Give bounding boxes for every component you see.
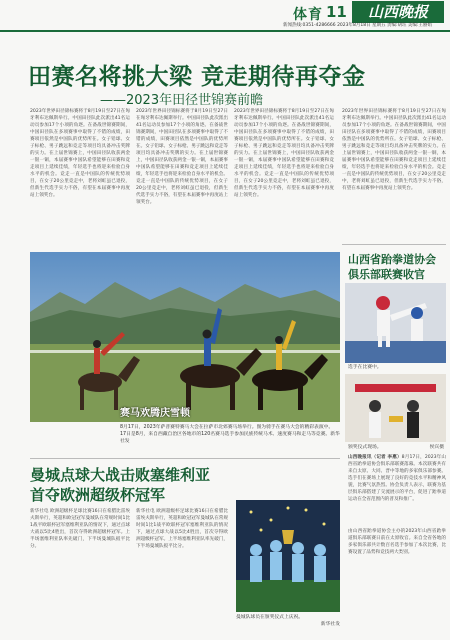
football-rule: [30, 458, 340, 459]
page-number: 11: [326, 3, 347, 21]
sidebar-photo-1-caption: 选手在比赛中。: [348, 365, 382, 370]
sidebar-title-2: 俱乐部联赛收官: [348, 268, 425, 281]
newspaper-masthead: 山西晚报: [352, 1, 444, 23]
main-photo-caption: [120, 424, 340, 456]
sidebar-photo-2-caption-text: 颁奖仪式现场。: [348, 445, 382, 450]
football-photo-credit: 新华社发: [320, 622, 340, 627]
sidebar-body: 由山西省跆拳道协会主办的2023年山西省跆拳道俱乐部联赛日前在太原收官。来自全省各地的多家俱乐部共计数百名选手参加了本次比赛，比赛设置了品势和竞技两大类别。: [348, 529, 446, 555]
taekwondo-photo-1: [345, 283, 446, 363]
sidebar-title-1: 山西省跆拳道协会: [348, 253, 436, 266]
horse-race-image: [30, 252, 340, 422]
football-headline-1: 曼城点球大战击败塞维利亚: [30, 466, 211, 484]
lead-body-col-2: 2023年世界田径锦标赛将于8月19日至27日在匈牙利布达佩斯举行。中国田径队此次派出41名运动员参加17个小项的角逐。在备战世锦赛期间，中国田径队在多项赛事中取得了不错的成绩，田赛项目依然是中国队的优势所在。女子铅球、女子标枪、男子跳远和竞走等项目均具备冲击奖牌的实力。在上届世锦赛上，中国田径队收获两金一银一铜，本届赛事中国队希望能够在田赛和竞走项目上延续佳绩，年轻选手也将迎来检验自身水平的机会。竞走一直是中国队的传统优势项目，在女子20公里竞走中，老将刘虹虽已退役，但新生代选手实力不俗，有望在本届赛事中再度站上领奖台。: [136, 109, 228, 205]
sidebar-rule: [342, 244, 446, 245]
football-headline-2: 首夺欧洲超级杯冠军: [30, 486, 166, 504]
lead-headline: 田赛名将挑大梁 竞走期待再夺金: [28, 64, 366, 90]
photo-label: 赛马欢腾庆雪顿: [120, 408, 190, 419]
football-photo-caption: [236, 614, 340, 634]
football-body-col-2: 新华社电 欧洲超级杯足球比赛16日在希腊比雷埃夫斯举行，英超和欧冠冠军曼城队在常规时间1比1战平欧联杯冠军塞维利亚队的情况下，通过点球大战以5比4胜出，首次夺得欧洲超级杯冠军。上半场塞维利亚队率先破门，下半场曼城队扳平比分。: [136, 509, 228, 549]
sidebar-lower-lead: 山西晚报讯（记者 李惠）: [348, 455, 402, 460]
taekwondo-photo-2: [345, 374, 446, 442]
section-name: 体育: [293, 7, 323, 23]
sidebar-lower-text: 8月17日，2023年山西省跆拳道协会俱乐部联赛落幕。本次联赛共有来自太原、大同、晋中等地的多家俱乐部参赛。选手们在赛场上展现了良好的竞技水平和精神风貌，比赛气氛热烈。协会负责人表示，联赛为基层俱乐部搭建了交流展示的平台，促进了跆拳道运动在全省范围内的普及和推广。: [348, 455, 446, 502]
taekwondo-image-1: [345, 283, 446, 363]
football-body-col-1: 新华社电 欧洲超级杯足球比赛16日在希腊比雷埃夫斯举行，英超和欧冠冠军曼城队在常规时间1比1战平欧联杯冠军塞维利亚队的情况下，通过点球大战以5比4胜出，首次夺得欧洲超级杯冠军。上半场塞维利亚队率先破门，下半场曼城队扳平比分。: [30, 509, 130, 549]
lead-subhead: ——2023年田径世锦赛前瞻: [100, 93, 264, 108]
horse-race-photo: [30, 252, 340, 422]
header-meta: 新闻热线:0351-4286666 2023年8月18日 星期五 责编:胡珏 美编:王丽娟: [283, 23, 432, 28]
football-celebration-image: [236, 500, 340, 612]
sidebar-photo-2-caption: [348, 444, 444, 451]
lead-body-col-1: 2023年世界田径锦标赛将于8月19日至27日在匈牙利布达佩斯举行。中国田径队此次派出41名运动员参加17个小项的角逐。在备战世锦赛期间，中国田径队在多项赛事中取得了不错的成绩，田赛项目依然是中国队的优势所在。女子铅球、女子标枪、男子跳远和竞走等项目均具备冲击奖牌的实力。在上届世锦赛上，中国田径队收获两金一银一铜，本届赛事中国队希望能够在田赛和竞走项目上延续佳绩，年轻选手也将迎来检验自身水平的机会。竞走一直是中国队的传统优势项目，在女子20公里竞走中，老将刘虹虽已退役，但新生代选手实力不俗，有望在本届赛事中再度站上领奖台。: [30, 109, 130, 198]
lead-body-col-3: 2023年世界田径锦标赛将于8月19日至27日在匈牙利布达佩斯举行。中国田径队此次派出41名运动员参加17个小项的角逐。在备战世锦赛期间，中国田径队在多项赛事中取得了不错的成绩，田赛项目依然是中国队的优势所在。女子铅球、女子标枪、男子跳远和竞走等项目均具备冲击奖牌的实力。在上届世锦赛上，中国田径队收获两金一银一铜，本届赛事中国队希望能够在田赛和竞走项目上延续佳绩，年轻选手也将迎来检验自身水平的机会。竞走一直是中国队的传统优势项目，在女子20公里竞走中，老将刘虹虽已退役，但新生代选手实力不俗，有望在本届赛事中再度站上领奖台。: [234, 109, 334, 198]
main-photo-caption-line-2: 17日是8月，来自西藏自治区各地市的120名赛马选手参加民族传统马术、速度赛马和走马等竞赛。新华社发: [120, 432, 340, 444]
sidebar-photo-credit: 侯宾摄: [429, 445, 444, 450]
football-celebration-photo: [236, 500, 340, 612]
taekwondo-image-2: [345, 374, 446, 442]
main-photo-caption-line-1: 8月17日，2023年萨普赛特赛马大会在拉萨市北郊赛马场举行。图为骑手在赛马大会的精彩表演中。: [120, 425, 334, 430]
lead-body-col-4: 2023年世界田径锦标赛将于8月19日至27日在匈牙利布达佩斯举行。中国田径队此次派出41名运动员参加17个小项的角逐。在备战世锦赛期间，中国田径队在多项赛事中取得了不错的成绩，田赛项目依然是中国队的优势所在。女子铅球、女子标枪、男子跳远和竞走等项目均具备冲击奖牌的实力。在上届世锦赛上，中国田径队收获两金一银一铜，本届赛事中国队希望能够在田赛和竞走项目上延续佳绩，年轻选手也将迎来检验自身水平的机会。竞走一直是中国队的传统优势项目，在女子20公里竞走中，老将刘虹虽已退役，但新生代选手实力不俗，有望在本届赛事中再度站上领奖台。: [342, 109, 446, 191]
football-caption-text: 曼城队球员在颁奖仪式上庆祝。: [236, 615, 304, 620]
